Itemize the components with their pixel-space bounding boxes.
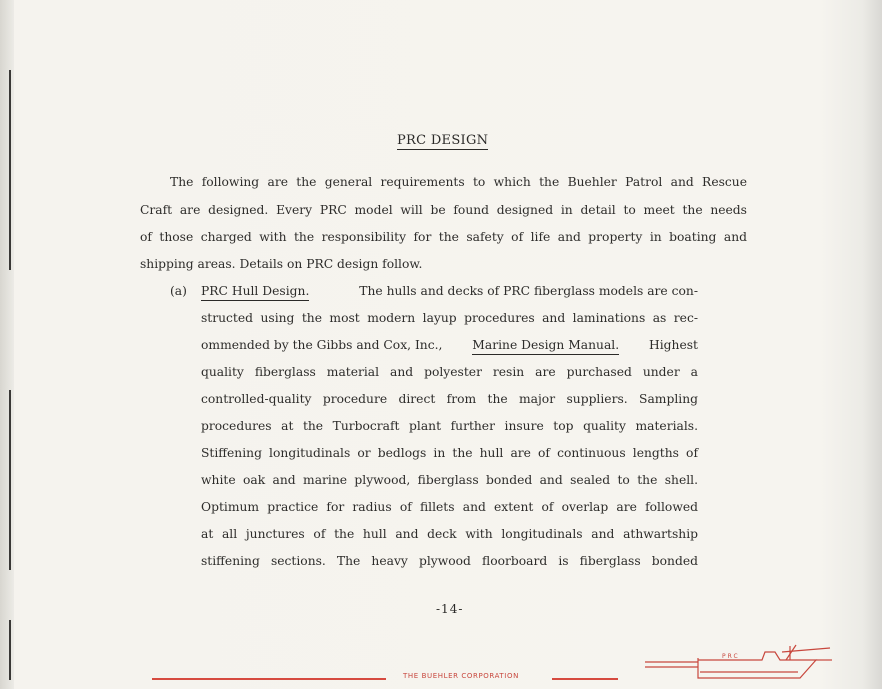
- section-a-line-7: Stiffening longitudinals or bedlogs in the hull are of continuous lengths of: [201, 446, 698, 460]
- intro-line-3: of those charged with the responsibility for the safety of life and property in boating and: [140, 230, 747, 244]
- section-a-line-3-pre: ommended by the Gibbs and Cox, Inc.,: [201, 338, 443, 352]
- section-a-line-3-post: Highest: [649, 338, 698, 352]
- manual-reference: Marine Design Manual.: [472, 338, 619, 355]
- section-a-line-5: controlled-quality procedure direct from the major suppliers. Sampling: [201, 392, 698, 406]
- section-a-line-6: procedures at the Turbocraft plant further insure top quality materials.: [201, 419, 698, 433]
- section-a-line-4: quality fiberglass material and polyester resin are purchased under a: [201, 365, 698, 379]
- section-marker: (a): [170, 284, 187, 298]
- page-title: PRC DESIGN: [397, 133, 489, 148]
- intro-line-1: The following are the general requirements to which the Buehler Patrol and Rescue: [170, 175, 747, 189]
- intro-line-2: Craft are designed. Every PRC model will be found designed in detail to meet the needs: [140, 203, 747, 217]
- section-a-line-11: stiffening sections. The heavy plywood floorboard is fiberglass bonded: [201, 554, 698, 568]
- section-a-line-9: Optimum practice for radius of fillets and extent of overlap are followed: [201, 500, 698, 514]
- section-heading: PRC Hull Design.: [201, 284, 309, 301]
- footer-company: THE BUEHLER CORPORATION: [403, 672, 519, 680]
- prc-boat-logo-icon: [640, 640, 840, 685]
- logo-text: PRC: [722, 653, 740, 660]
- binding-mark: [9, 70, 11, 270]
- section-a-line-1: [201, 284, 698, 301]
- binding-mark: [9, 390, 11, 570]
- section-a-line-8: white oak and marine plywood, fiberglass bonded and sealed to the shell.: [201, 473, 698, 487]
- binding-edge: [0, 0, 14, 689]
- section-a-line-1-text: The hulls and decks of PRC fiberglass models are con-: [359, 284, 698, 298]
- page-number: -14-: [436, 602, 464, 616]
- section-a-line-10: at all junctures of the hull and deck with longitudinals and athwartship: [201, 527, 698, 541]
- intro-line-4: shipping areas. Details on PRC design follow.: [140, 257, 423, 271]
- footer-rule-left: [152, 678, 386, 680]
- section-a-line-3: [201, 338, 698, 355]
- binding-mark: [9, 620, 11, 680]
- section-a-line-2: structed using the most modern layup procedures and laminations as rec-: [201, 311, 698, 325]
- footer-rule-right: [552, 678, 618, 680]
